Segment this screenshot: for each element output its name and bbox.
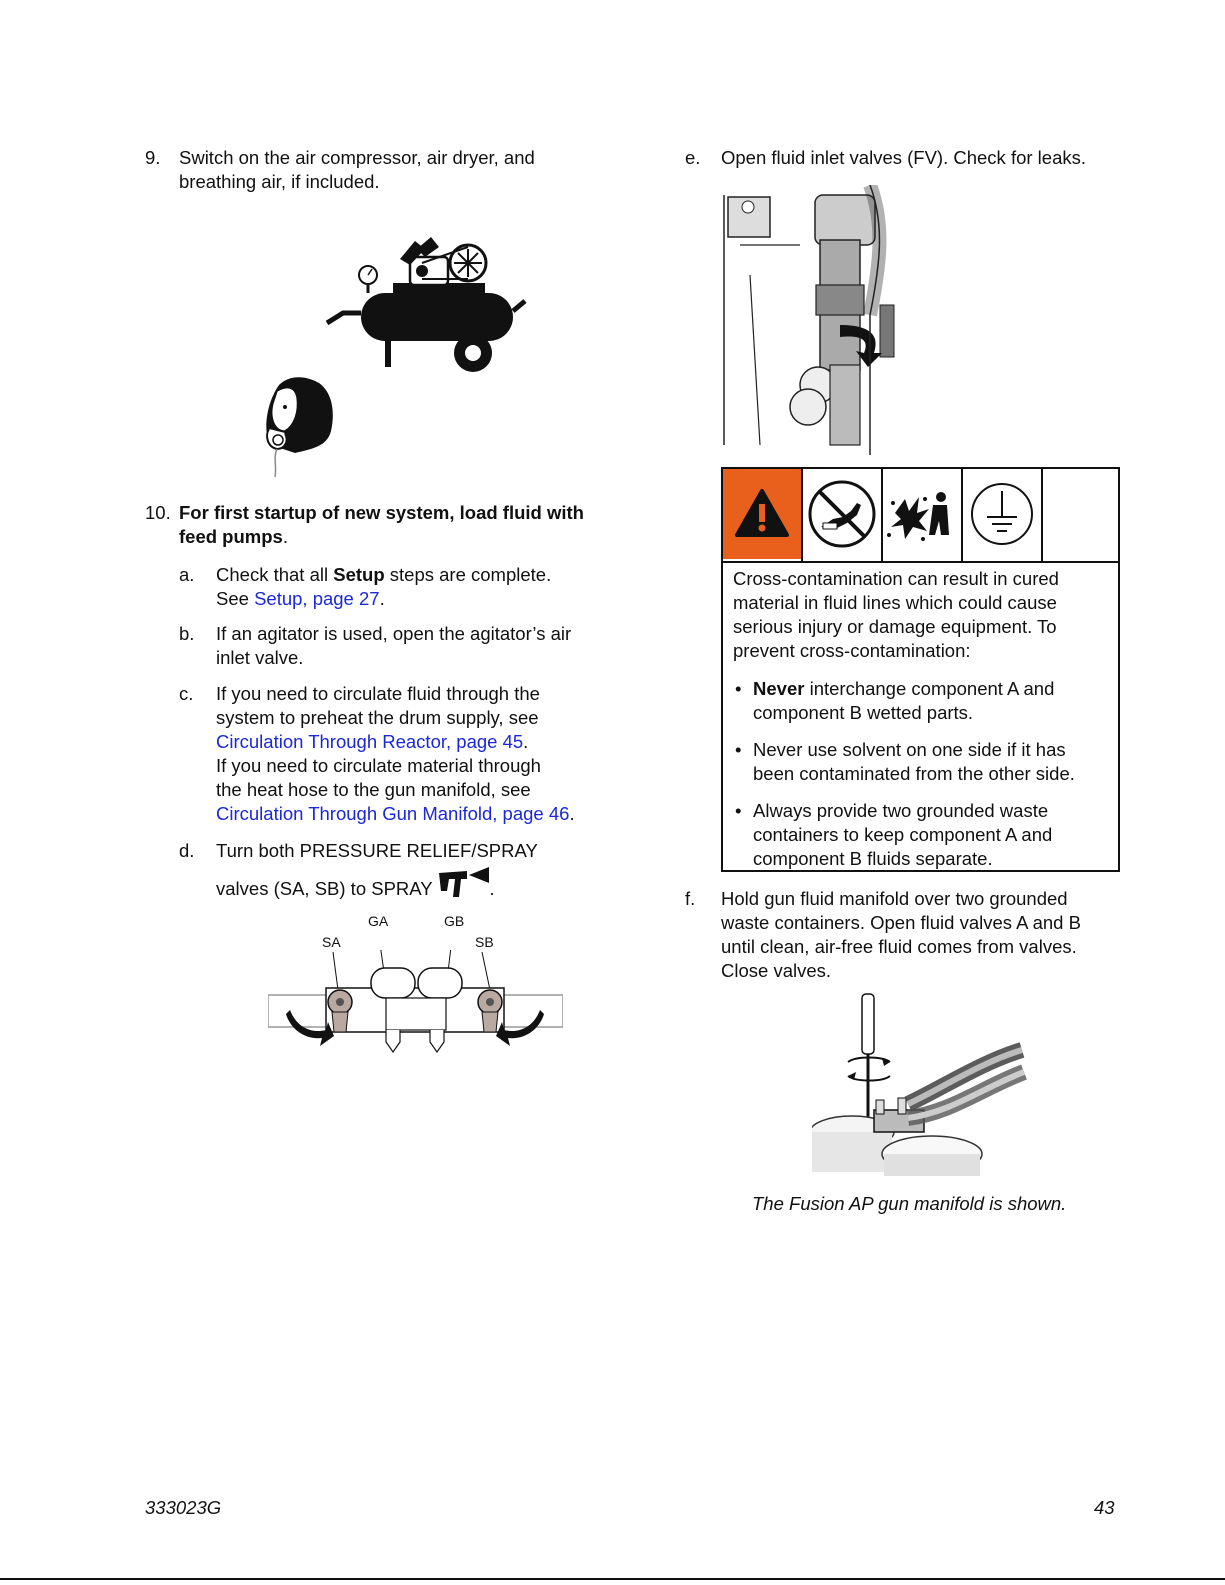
warning-bullet <box>733 799 1113 871</box>
step-10a-see: See <box>216 588 255 609</box>
splash-cell <box>883 469 963 561</box>
gun-manifold-illustration <box>812 992 1032 1182</box>
step-e-letter: e. <box>685 147 701 168</box>
warning-symbol-cell <box>723 469 803 561</box>
warning-line: • Always provide two grounded waste <box>753 800 1049 821</box>
label-sa: SA <box>322 934 341 950</box>
label-sb: SB <box>475 934 494 950</box>
step-f-text <box>721 887 1081 983</box>
step-10c-line: If you need to circulate fluid through the <box>216 683 540 704</box>
warning-line: prevent cross-contamination: <box>733 640 971 661</box>
warning-icons-row <box>723 469 1118 563</box>
step-f-line: Close valves. <box>721 960 832 981</box>
step-e-text: Open fluid inlet valves (FV). Check for leaks. <box>721 147 1087 168</box>
step-10d-line: Turn both PRESSURE RELIEF/SPRAY <box>216 840 538 861</box>
circulation-reactor-link[interactable]: Circulation Through Reactor, page 45 <box>216 731 524 752</box>
step-10b-text <box>216 622 571 670</box>
bottom-rule <box>0 1578 1225 1580</box>
step-f-line: Hold gun fluid manifold over two grounded <box>721 888 1068 909</box>
step-10c-line: If you need to circulate material through <box>216 755 541 776</box>
step-10c-text <box>216 682 575 826</box>
setup-page-link[interactable]: Setup, page 27 <box>254 588 380 609</box>
step-10c-line: the heat hose to the gun manifold, see <box>216 779 531 800</box>
step-10a-bold: Setup <box>333 564 385 585</box>
step-10-line: For first startup of new system, load fluid with <box>179 502 584 523</box>
step-10-heading <box>179 501 584 549</box>
step-9-number: 9. <box>145 147 161 168</box>
warning-line: Cross-contamination can result in cured <box>733 568 1059 589</box>
step-10d-line: valves (SA, SB) to SPRAY <box>216 878 433 899</box>
warning-line: component B fluids separate. <box>753 848 993 869</box>
step-10d-text <box>216 839 538 901</box>
prohibited-hand-icon <box>803 469 881 559</box>
step-10a-pre: Check that all <box>216 564 334 585</box>
figure-caption: The Fusion AP gun manifold is shown. <box>752 1193 1067 1214</box>
warning-never: Never <box>753 678 805 699</box>
circulation-gun-manifold-link[interactable]: Circulation Through Gun Manifold, page 46 <box>216 803 570 824</box>
label-ga: GA <box>368 913 389 929</box>
warning-line: • Never use solvent on one side if it has <box>753 739 1066 760</box>
document-number: 333023G <box>145 1497 222 1518</box>
step-10-period: . <box>282 526 288 547</box>
step-10c-dot: . <box>569 803 575 824</box>
step-10d-letter: d. <box>179 840 195 861</box>
chemical-splash-icon <box>883 469 961 559</box>
step-10-number: 10. <box>145 502 171 523</box>
step-9-line: breathing air, if included. <box>179 171 380 192</box>
step-9-line: Switch on the air compressor, air dryer, and <box>179 147 535 168</box>
warning-line: component B wetted parts. <box>753 702 974 723</box>
page-number: 43 <box>1094 1497 1115 1518</box>
warning-line: interchange component A and <box>804 678 1055 699</box>
step-10a-post: steps are complete. <box>384 564 552 585</box>
warning-line: containers to keep component A and <box>753 824 1053 845</box>
step-f-line: until clean, air-free fluid comes from valves. <box>721 936 1077 957</box>
ground-icon <box>963 469 1041 559</box>
step-10a-end: . <box>379 588 385 609</box>
step-10c-line: system to preheat the drum supply, see <box>216 707 539 728</box>
step-10a-letter: a. <box>179 564 195 585</box>
warning-text <box>733 567 1113 871</box>
step-f-letter: f. <box>685 888 696 909</box>
label-gb: GB <box>444 913 465 929</box>
fluid-manifold-illustration <box>268 950 563 1070</box>
step-f-line: waste containers. Open fluid valves A and B <box>721 912 1081 933</box>
step-10c-dot: . <box>523 731 529 752</box>
warning-bullet <box>733 738 1113 786</box>
step-10b-line: inlet valve. <box>216 647 304 668</box>
step-10b-line: If an agitator is used, open the agitator’s air <box>216 623 572 644</box>
step-10b-letter: b. <box>179 623 195 644</box>
warning-triangle-icon <box>723 469 801 559</box>
warning-box <box>721 467 1120 872</box>
spray-gun-icon <box>437 867 489 899</box>
step-10d-end: . <box>489 878 495 899</box>
warning-line: material in fluid lines which could cause <box>733 592 1057 613</box>
step-9-text <box>179 146 535 194</box>
step-10c-letter: c. <box>179 683 194 704</box>
warning-bullet <box>733 677 1113 725</box>
step-10a-text <box>216 563 551 611</box>
no-hand-cell <box>803 469 883 561</box>
air-compressor-illustration <box>255 235 545 480</box>
warning-line: been contaminated from the other side. <box>753 763 1075 784</box>
ground-cell <box>963 469 1043 561</box>
warning-line: serious injury or damage equipment. To <box>733 616 1057 637</box>
fluid-inlet-valve-illustration <box>720 185 920 455</box>
step-10-line: feed pumps <box>179 526 283 547</box>
